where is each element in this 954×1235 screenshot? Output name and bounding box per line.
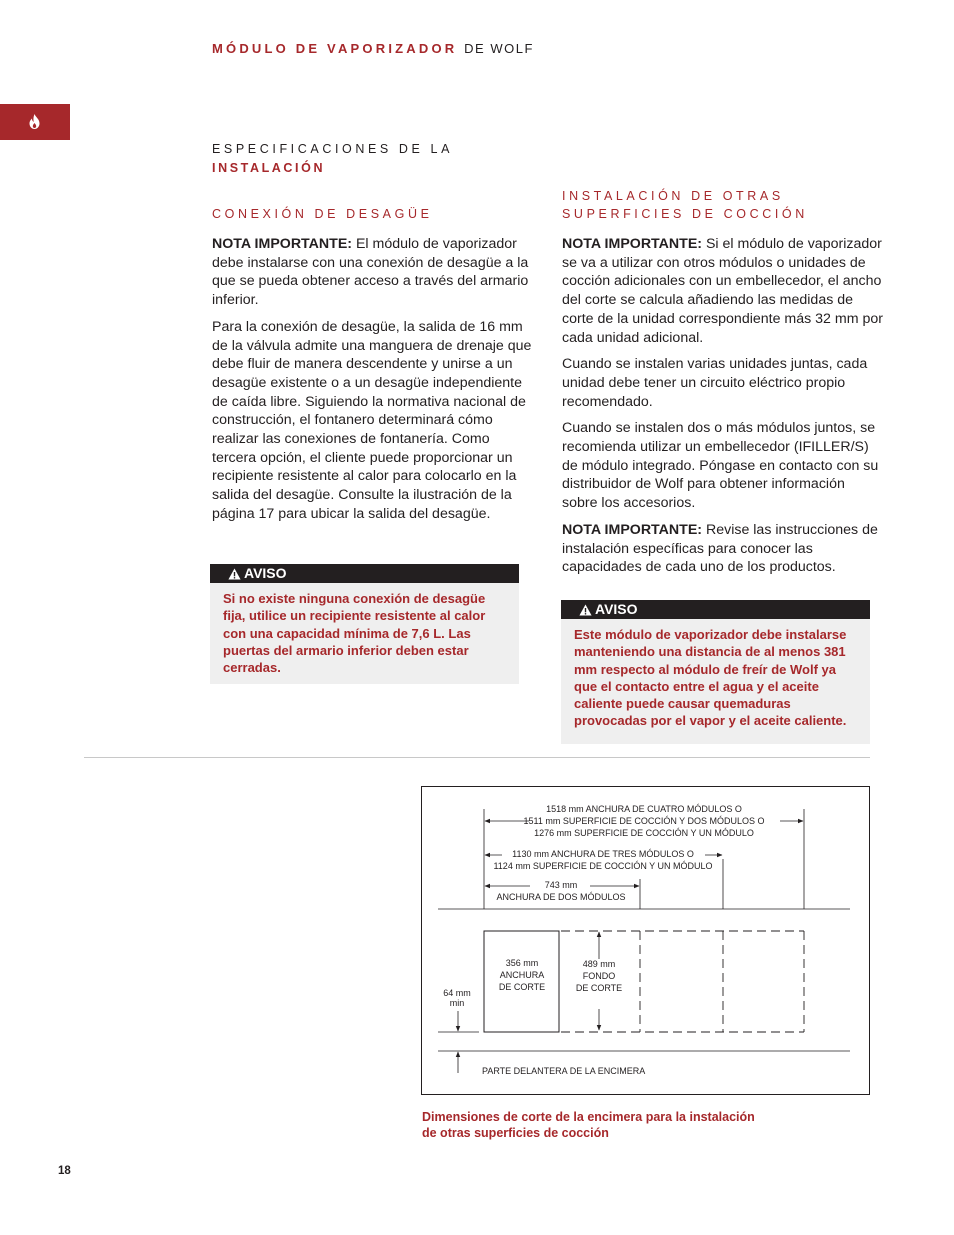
cut-width-line3: DE CORTE (498, 982, 546, 992)
left-column-text (212, 235, 532, 532)
cutout-diagram (421, 786, 870, 1095)
drain-connection-heading: CONEXIÓN DE DESAGÜE (212, 207, 433, 221)
dim-three-modules-line2: 1124 mm SUPERFICIE DE COCCIÓN Y UN MÓDULO (493, 861, 713, 871)
section-divider (84, 757, 870, 758)
cut-depth-line3: DE CORTE (575, 983, 623, 993)
diagram-caption (422, 1109, 755, 1141)
warning-bar (561, 600, 870, 619)
right-note-text: Si el módulo de vaporizador se va a utilizar con otros módulos o unidades de cocción adicionales con un embellecedor, el ancho del corte se calcula añadiendo las medidas de corte de la unidad correspondiente más 32 mm por cada unidad adicional. (562, 236, 883, 346)
other-surfaces-heading (562, 187, 808, 223)
cut-depth-line2: FONDO (582, 971, 616, 981)
section-tab (0, 104, 70, 140)
warning-icon (579, 604, 592, 616)
cut-depth-line1: 489 mm (582, 959, 616, 969)
warning-box-right (561, 600, 870, 744)
dim-four-modules-line1: 1518 mm ANCHURA DE CUATRO MÓDULOS O (546, 804, 742, 814)
warning-icon (228, 568, 241, 580)
right-column-text (562, 235, 884, 585)
header-title-black: DE WOLF (464, 41, 534, 56)
circuit-paragraph: Cuando se instalen varias unidades juntas, cada unidad debe tener un circuito eléctrico propio recomendado. (562, 356, 868, 410)
right-note2-label: NOTA IMPORTANTE: (562, 521, 703, 538)
section-title-line1: ESPECIFICACIONES DE LA (212, 142, 454, 156)
warning-text: Si no existe ninguna conexión de desagüe fija, utilice un recipiente resistente al calor con una capacidad mínima de 7,6 L. Las puertas del armario inferior deben estar cerradas. (223, 591, 486, 676)
right-note-label: NOTA IMPORTANTE: (562, 236, 703, 252)
dim-four-modules-line3: 1276 mm SUPERFICIE DE COCCIÓN Y UN MÓDULO (534, 828, 754, 838)
warning-text: Este módulo de vaporizador debe instalarse manteniendo una distancia de al menos 381 mm respecto al módulo de freír de Wolf ya que el contacto entre el agua y el aceite caliente puede causar quemaduras provocadas por el vapor y el aceite caliente. (574, 627, 847, 729)
min-distance-line1: 64 mm (443, 988, 471, 998)
warning-label: AVISO (244, 565, 287, 581)
cut-width-line1: 356 mm (505, 958, 539, 968)
page-number: 18 (58, 1165, 71, 1177)
cutout-additional-modules (561, 931, 804, 1032)
filler-paragraph: Cuando se instalen dos o más módulos juntos, se recomienda utilizar un embellecedor (IFILLER/S) de módulo integrado. Póngase en contacto con su distribuidor de Wolf para obtener información sobre los accesorios. (562, 420, 879, 512)
running-header (212, 41, 534, 56)
drain-paragraph: Para la conexión de desagüe, la salida de 16 mm de la válvula admite una manguera de drenaje que debe fluir de manera descendente y unirse a un desagüe existente o a un desagüe independiente de caída libre. Siguiendo la normativa nacional de construcción, el fontanero determinará cómo realizar las conexiones de fontanería. Como tercera opción, el cliente puede proporcionar un recipiente resistente al calor para colocarlo en la salida del desagüe. Consulte la ilustración de la página 17 para ubicar la salida del desagüe. (212, 318, 532, 522)
right-note-paragraph (562, 235, 884, 347)
min-distance-line2: min (449, 998, 465, 1008)
left-note-text: El módulo de vaporizador debe instalarse con una conexión de desagüe a la que se pueda obtener acceso a través del armario inferior. (212, 236, 529, 309)
cut-width-line2: ANCHURA (499, 970, 545, 980)
header-title-red: MÓDULO DE VAPORIZADOR (212, 41, 458, 56)
right-note2-text: Revise las instrucciones de instalación específicas para conocer las capacidades de cada uno de los productos. (562, 521, 878, 576)
cutout-diagram-drawing (422, 787, 871, 1096)
caption-line2: de otras superficies de cocción (422, 1126, 609, 1140)
dim-two-modules-line1: 743 mm (544, 880, 578, 890)
section-title (212, 140, 453, 178)
caption-line1: Dimensiones de corte de la encimera para la instalación (422, 1110, 755, 1124)
dim-three-modules-line1: 1130 mm ANCHURA DE TRES MÓDULOS O (512, 849, 694, 859)
flame-icon (29, 114, 40, 129)
dim-four-modules-line2: 1511 mm SUPERFICIE DE COCCIÓN Y DOS MÓDULOS O (523, 816, 765, 826)
warning-label: AVISO (595, 601, 638, 617)
right-note2-paragraph (562, 521, 884, 577)
left-note-paragraph (212, 235, 532, 310)
other-surfaces-heading-line2: SUPERFICIES DE COCCIÓN (562, 207, 808, 221)
warning-box-left (210, 564, 519, 684)
left-note-label: NOTA IMPORTANTE: (212, 236, 353, 252)
dim-two-modules-line2: ANCHURA DE DOS MÓDULOS (496, 892, 626, 902)
warning-bar (210, 564, 519, 583)
section-title-line2: INSTALACIÓN (212, 161, 326, 175)
other-surfaces-heading-line1: INSTALACIÓN DE OTRAS (562, 189, 784, 203)
countertop-front-label: PARTE DELANTERA DE LA ENCIMERA (482, 1066, 646, 1076)
